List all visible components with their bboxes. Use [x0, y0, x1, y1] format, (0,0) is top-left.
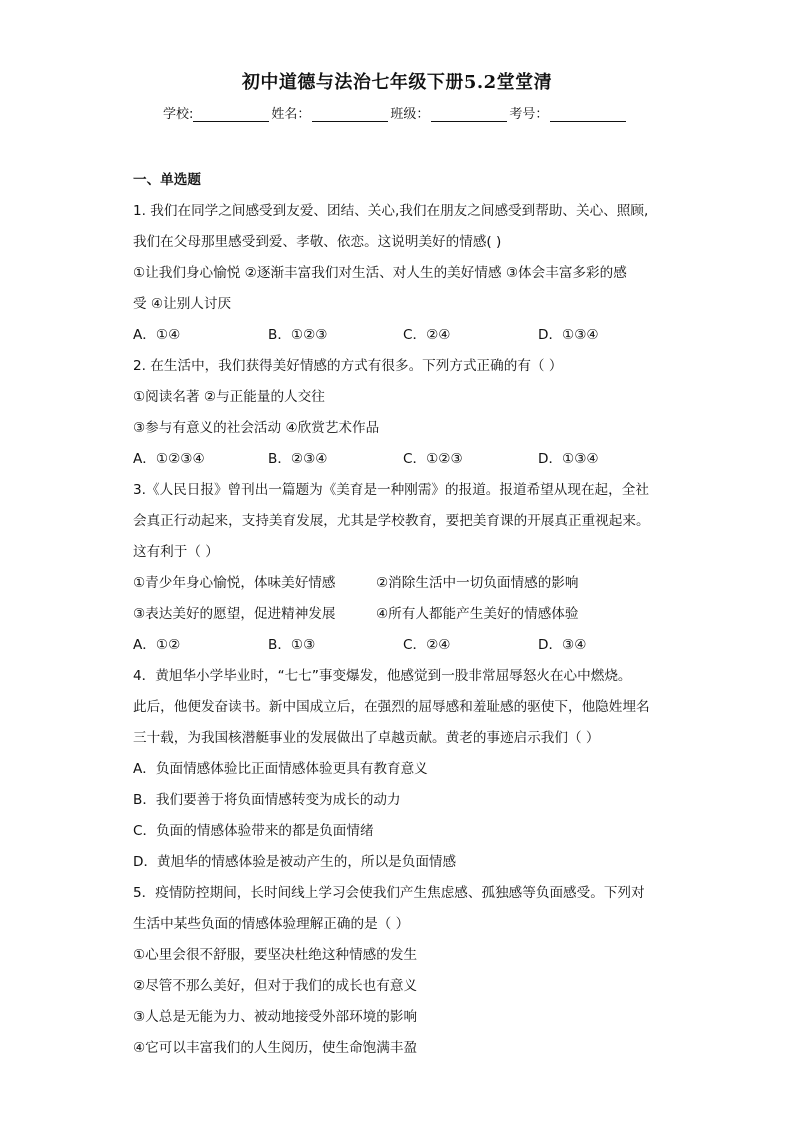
option-c[interactable]: C．②④ — [403, 637, 451, 653]
statement-item: ①青少年身心愉悦，体味美好情感 — [133, 575, 336, 591]
statement-item: ③参与有意义的社会活动 ④欣赏艺术作品 — [133, 420, 380, 436]
option-b[interactable]: B．②③④ — [268, 451, 328, 467]
question-stem: 生活中某些负面的情感体验理解正确的是（ ） — [133, 916, 410, 932]
statement-item: ④它可以丰富我们的人生阅历，使生命饱满丰盈 — [133, 1040, 418, 1056]
option-a[interactable]: A．负面情感体验比正面情感体验更具有教育意义 — [133, 761, 428, 777]
statement-item: ③表达美好的愿望，促进精神发展 — [133, 606, 336, 622]
statement-item: ②尽管不那么美好，但对于我们的成长也有意义 — [133, 978, 418, 994]
statement-item: ③人总是无能为力、被动地接受外部环境的影响 — [133, 1009, 418, 1025]
statement-pair — [133, 568, 673, 599]
question-stem: 5．疫情防控期间，长时间线上学习会使我们产生焦虑感、孤独感等负面感受。下列对 — [133, 885, 645, 901]
student-info-row — [163, 103, 628, 122]
statement-item: ②消除生活中一切负面情感的影响 — [376, 575, 579, 591]
statement-pair — [133, 599, 673, 630]
name-label: 姓名： — [271, 107, 311, 122]
exam-no-field[interactable] — [550, 107, 626, 122]
question-stem: 1. 我们在同学之间感受到友爱、团结、关心,我们在朋友之间感受到帮助、关心、照顾, — [133, 203, 649, 219]
question-stem: 2. 在生活中，我们获得美好情感的方式有很多。下列方式正确的有（ ） — [133, 358, 563, 374]
exam-no-label: 考号： — [509, 107, 549, 122]
option-b[interactable]: B．①②③ — [268, 327, 328, 343]
question-stem: 我们在父母那里感受到爱、孝敬、依恋。这说明美好的情感( ) — [133, 234, 502, 250]
question-stem: 这有利于（ ） — [133, 544, 219, 560]
option-d[interactable]: D．①③④ — [538, 327, 599, 343]
question-stem: 此后，他便发奋读书。新中国成立后，在强烈的屈辱感和羞耻感的驱使下，他隐姓埋名 — [133, 699, 650, 715]
name-field[interactable] — [312, 107, 388, 122]
statement-item: ①心里会很不舒服，要坚决杜绝这种情感的发生 — [133, 947, 418, 963]
option-c[interactable]: C．②④ — [403, 327, 451, 343]
option-c[interactable]: C．负面的情感体验带来的都是负面情绪 — [133, 823, 374, 839]
answer-options — [133, 444, 673, 475]
statement-item: ①让我们身心愉悦 ②逐渐丰富我们对生活、对人生的美好情感 ③体会丰富多彩的感 — [133, 265, 627, 281]
option-a[interactable]: A．①④ — [133, 327, 181, 343]
question-stem: 3.《人民日报》曾刊出一篇题为《美育是一种刚需》的报道。报道希望从现在起，全社 — [133, 482, 649, 498]
answer-options — [133, 630, 673, 661]
statement-item: ①阅读名著 ②与正能量的人交往 — [133, 389, 325, 405]
class-label: 班级： — [390, 107, 430, 122]
option-c[interactable]: C．①②③ — [403, 451, 463, 467]
option-b[interactable]: B．①③ — [268, 637, 316, 653]
question-stem: 会真正行动起来，支持美育发展，尤其是学校教育，要把美育课的开展真正重视起来。 — [133, 513, 650, 529]
option-d[interactable]: D．①③④ — [538, 451, 599, 467]
option-d[interactable]: D．③④ — [538, 637, 587, 653]
school-field[interactable] — [193, 107, 269, 122]
section-heading: 一、单选题 — [133, 172, 201, 188]
statement-item: 受 ④让别人讨厌 — [133, 296, 232, 312]
option-a[interactable]: A．①②③④ — [133, 451, 205, 467]
question-stem: 4．黄旭华小学毕业时，“七七”事变爆发，他感觉到一股非常屈辱怒火在心中燃烧。 — [133, 668, 632, 684]
option-b[interactable]: B．我们要善于将负面情感转变为成长的动力 — [133, 792, 401, 808]
page-title: 初中道德与法治七年级下册5.2堂堂清 — [241, 72, 553, 93]
option-a[interactable]: A．①② — [133, 637, 181, 653]
answer-options — [133, 320, 673, 351]
option-d[interactable]: D．黄旭华的情感体验是被动产生的，所以是负面情感 — [133, 854, 457, 870]
class-field[interactable] — [431, 107, 507, 122]
question-stem: 三十载，为我国核潜艇事业的发展做出了卓越贡献。黄老的事迹启示我们（ ） — [133, 730, 600, 746]
school-label: 学校: — [163, 107, 194, 122]
question-list — [133, 165, 673, 1064]
statement-item: ④所有人都能产生美好的情感体验 — [376, 606, 579, 622]
